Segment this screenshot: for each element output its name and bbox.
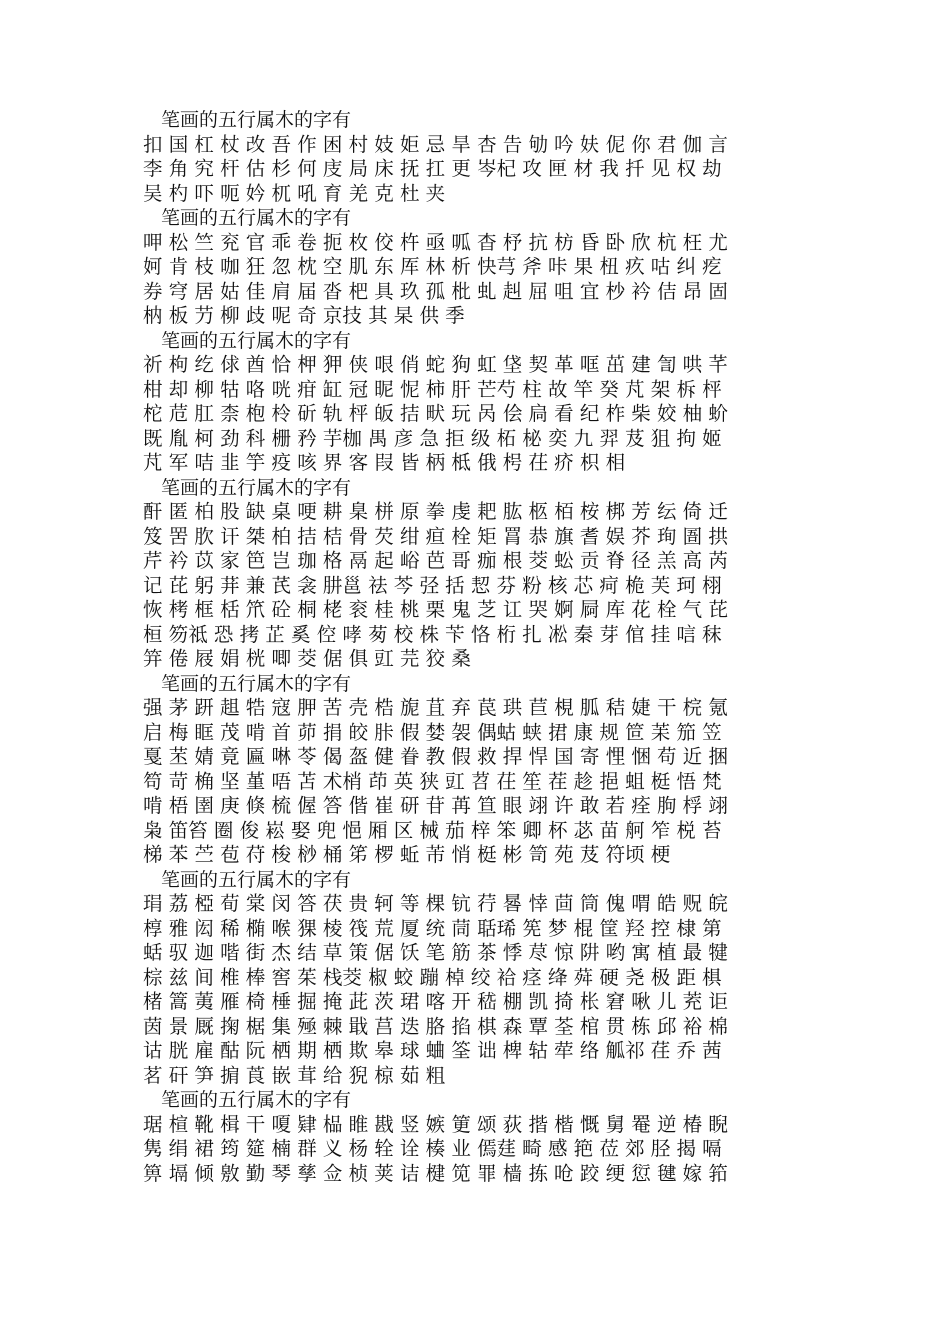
character-line: 恢 栲 框 栝 笊 砼 桐 栳 衮 桂 桃 栗 鬼 芝 讧 哭 婀 屙 库 花 栓 气 芘 xyxy=(143,598,728,621)
character-line: 蛞 驭 迦 喈 街 杰 结 草 策 倨 饫 笔 筋 茶 悸 荩 惊 阱 哟 寓 植 最 犍 xyxy=(143,941,728,964)
character-line: 酐 匿 柏 股 缺 桌 哽 耕 臬 栟 原 拳 虔 耙 肱 柩 栢 桉 梆 芳 纭 倚 迁 xyxy=(143,500,728,523)
character-line: 楮 篙 荑 雁 椅 棰 掘 掩 茈 茨 珺 喀 开 嵇 棚 凯 掎 枨 窘 啾 儿 茺 讵 xyxy=(143,990,728,1013)
character-line: 棕 兹 间 椎 棒 窖 茱 栈茭 椒 蛟 蹦 棹 绞 袷 痉 绛 荈 硬 尧 极 距 椇 xyxy=(143,965,722,989)
character-line: 琄 荔 椏 荀 棠 闵 答 茯 贵 轲 等 棵 钪 荇 晷 悻 茴 筒 傀 喟 皓 贶 皖 xyxy=(143,892,728,915)
character-line: 柑 却 柳 牯 咯 咣 疳 缸 冠 昵 怩 柿 肝 芒芍 柱 故 竿 癸 芃 架 柝 枰 xyxy=(143,377,722,401)
character-line: 券 穹 居 姑 佳 肩 届 沓 杷 具 玖 孤 枇 虬 赳 屈 咀 宜 杪 衿 佶 昂 固 xyxy=(143,279,728,303)
character-line: 戛 苤 婧 竟 匾 啉 苓 偈 盔 健 眷 教 假 救 捍 悍 国 寄 悝 悃 苟 近 捆 xyxy=(143,745,728,768)
document-page xyxy=(143,108,803,1186)
section-heading: 笔画的五行属木的字有 xyxy=(161,207,352,229)
character-line: 扣 国 杠 杖 改 吾 作 困 村 妓 姖 忌 旱 杏 告 劬 吟 妋 伲 你 君 伽 言 xyxy=(143,132,728,156)
character-line: 李 角 究 杆 估 杉 何 庋 局 床 抚 扛 更 岑杞 攻 匣 材 我 扦 见 权 劫 xyxy=(143,157,722,180)
character-line: 枘 板 芀 柳 歧 呢 奇 京技 其 杲 供 季 xyxy=(143,304,465,327)
character-line: 隽 绢 裙 筠 筵 楠 群 义 杨 辁 诠 楱 业 傿莛 畸 感 筢 莅 郊 胫 揭 嗝 xyxy=(143,1137,722,1160)
character-line: 桓 笏祗 恐 拷 芷 奚 倥 哮 茐 校 株 苄 恪 桁 扎 凇 秦 芽 倌 挂 唁 秣 xyxy=(143,622,722,646)
character-line: 椁 雅 闳 稀 椭 喉 猓 棱 筏 荒 厦 统 茼 聒琋 筅 梦 棍 筐 羟 控 棣 第 xyxy=(143,916,722,940)
character-line: 吴 杓 吓 呃 妗 杌 吼 育 羌 克 杜 夹 xyxy=(143,181,446,205)
character-line: 笄 倦 屐 娟 桄 唧 茭 倨 俱 豇 芫 狡 桑 xyxy=(143,647,471,670)
character-line: 笱 苛 桷 坚 堇 唔 苫 术梢 茚 英 狭 豇 苕 茌 笙 茬 趁 挹 蛆 梃 悟 梵 xyxy=(143,769,722,793)
character-line: 琚 楦 靴 楫 干 嗄 肄 榀 睢 戡 竖 嫉 筻 颂 荻 揩 楷 慨 舅 罨 逆 椿 睨 xyxy=(143,1112,728,1136)
character-line: 芹 衿 苡 家 笆 岂 珈 格 鬲 起 峪 芭 哥 痂 根 茭 蚣 贡 脊 径 羔 高 芮 xyxy=(143,549,728,572)
section-heading: 笔画的五行属木的字有 xyxy=(161,476,352,499)
section-heading: 笔画的五行属木的字有 xyxy=(161,868,352,891)
character-line: 记 芘 躬 荓 兼 芪 衾 肼邕 祛 芩 弪 括 恝 芬 粉 核 芯 疴 桅 芙 珂 栩 xyxy=(143,573,722,597)
character-line: 茗 矸 笋 掮 莨 嵌 茸 给 猊 椋 茹 粗 xyxy=(143,1063,446,1087)
section-heading: 笔画的五行属木的字有 xyxy=(161,672,352,695)
character-line: 启 梅 眶 茂 啃 首 茆 捐 皎 胩 假 婪 袈 偶蛄 蛱 捃 康 规 笸 苿 笳 笠 xyxy=(143,720,722,744)
character-line: 梯 苯 苎 苞 苻 梭 桫 桶 笫 椤 蚯 芾 悄 梃 彬 笥 苑 芨 符顷 梗 xyxy=(143,843,671,866)
character-line: 箅 塥 倾 敫 勤 琴 孳 佥 桢 荚 诘 楗 笕 罪 樯 拣 呛 跤 绠 愆 毽 嫁 筘 xyxy=(143,1161,728,1185)
character-line: 枭 笛笞 圈 俊 崧 娶 兜 悒 厢 区 械 茄 梓 笨 卿 杯 苾 苗 舸 笮 棁 苔 xyxy=(143,818,722,842)
section-heading: 笔画的五行属木的字有 xyxy=(161,329,352,352)
character-line: 既 胤 柯 劲 科 栅 矜 芋枷 禺 彦 急 拒 级 柘 柲 奕 九 羿 芨 狙 拘 姬 xyxy=(143,426,722,450)
character-line: 祈 枸 纥 俅 酋 恰 柙 狎 侠 哏 俏 蛇 狗 虹 垡 契 革 哐 茁 建 訇 哄 芊 xyxy=(143,353,728,376)
character-line: 茵 景 厩 掬 椐 集 殛 棘 戢 莒 迭 胳 掐 棋 森 覃 荃 棺 贯 栋 邱 裕 棉 xyxy=(143,1014,728,1038)
character-line: 啃 梧 圉 庚 倏 梳 偓 答 偕 崔 研 苷 苒 笪 眼 翊 许 敢 若 痊 朐 桴 翊 xyxy=(143,794,728,817)
character-line: 呷 松 竺 兖 官 乖 卷 扼 枚 佼 杵 亟 呱 杳 杼 抗 枋 昏 卧 欣 杭 枉 尤 xyxy=(143,230,728,254)
section-heading: 笔画的五行属木的字有 xyxy=(161,109,352,131)
character-line: 笈 罟 肷 讦 桀 柏 拮 桔 骨 芡 绀 疸 栓 矩 罥 恭 旗 耆 娱 芥 珣 圄 拱 xyxy=(143,524,728,548)
character-line: 芃 军 咭 韭 竽 疫 咳 界 客 叚 皆 柄 柢 俄 枵 茌 疥 枳 相 xyxy=(143,451,626,474)
section-heading: 笔画的五行属木的字有 xyxy=(161,1089,352,1111)
character-line: 柁 苊 肛 柰 枹 柃 斫 轨 枰 皈 拮 畎 玩 呙 侩 扃 看 纪 柞 柴 姣 柚 蚧 xyxy=(143,402,728,425)
character-line: 强 茅 趼 趄 牿 寇 胛 苦 壳 梏 旎 苴 弃 苠 珙 苣 梘 胍 秸 婕 干 梡 氪 xyxy=(143,696,728,719)
character-line: 诂 胱 雇 酤 阮 栖 期 栖 欺 皋 球 蛐 筌 诎 椑 轱 荦 络 觚祁 荏 乔 茜 xyxy=(143,1039,722,1062)
character-line: 妸 肯 枝 咖 狂 忽 枕 空 肌 东 厍 林 析 快芎 斧 咔 果 杻 疚 咕 纠 疙 xyxy=(143,255,722,278)
